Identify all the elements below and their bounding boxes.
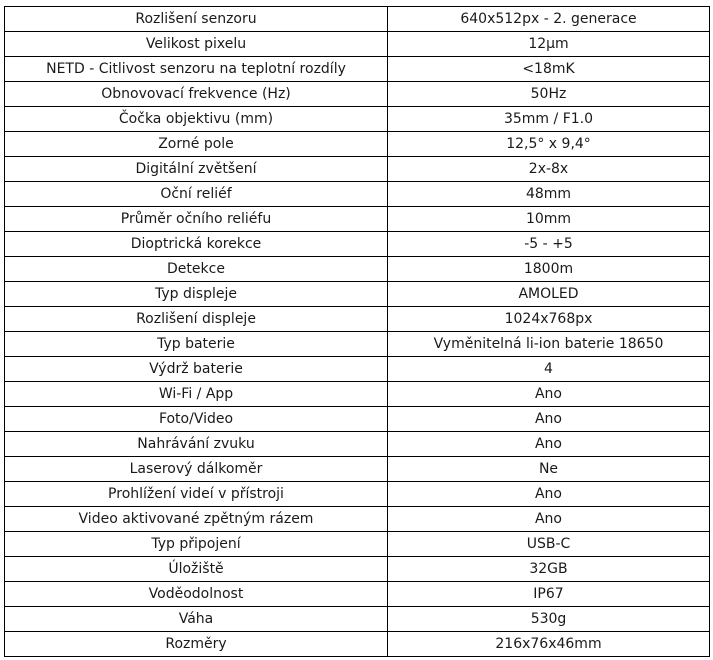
- spec-label: Prohlížení videí v přístroji: [5, 482, 388, 507]
- table-row: [5, 432, 710, 457]
- spec-value: 2x-8x: [388, 157, 710, 182]
- spec-label: Nahrávání zvuku: [5, 432, 388, 457]
- table-row: [5, 532, 710, 557]
- spec-value: Ne: [388, 457, 710, 482]
- spec-label: Rozměry: [5, 632, 388, 657]
- table-row: [5, 357, 710, 382]
- table-row: [5, 557, 710, 582]
- table-row: [5, 607, 710, 632]
- spec-value: Ano: [388, 482, 710, 507]
- spec-value: 10mm: [388, 207, 710, 232]
- table-row: [5, 457, 710, 482]
- spec-value: USB-C: [388, 532, 710, 557]
- spec-value: <18mK: [388, 57, 710, 82]
- spec-label: Foto/Video: [5, 407, 388, 432]
- spec-value: 12,5° x 9,4°: [388, 132, 710, 157]
- spec-value: AMOLED: [388, 282, 710, 307]
- spec-value: 32GB: [388, 557, 710, 582]
- spec-label: Typ displeje: [5, 282, 388, 307]
- spec-label: Rozlišení displeje: [5, 307, 388, 332]
- table-row: [5, 182, 710, 207]
- table-row: [5, 157, 710, 182]
- spec-value: Ano: [388, 407, 710, 432]
- spec-table-body: [5, 7, 710, 657]
- table-row: [5, 582, 710, 607]
- table-row: [5, 132, 710, 157]
- table-row: [5, 207, 710, 232]
- table-row: [5, 232, 710, 257]
- table-row: [5, 282, 710, 307]
- table-row: [5, 307, 710, 332]
- spec-label: Obnovovací frekvence (Hz): [5, 82, 388, 107]
- spec-value: 216x76x46mm: [388, 632, 710, 657]
- spec-label: Čočka objektivu (mm): [5, 107, 388, 132]
- spec-label: Velikost pixelu: [5, 32, 388, 57]
- spec-value: Ano: [388, 507, 710, 532]
- table-row: [5, 57, 710, 82]
- spec-label: Průměr očního reliéfu: [5, 207, 388, 232]
- spec-label: Výdrž baterie: [5, 357, 388, 382]
- table-row: [5, 382, 710, 407]
- table-row: [5, 632, 710, 657]
- spec-label: Úložiště: [5, 557, 388, 582]
- spec-label: Digitální zvětšení: [5, 157, 388, 182]
- spec-value: 1024x768px: [388, 307, 710, 332]
- spec-value: Ano: [388, 382, 710, 407]
- table-row: [5, 82, 710, 107]
- spec-label: Typ baterie: [5, 332, 388, 357]
- table-row: [5, 507, 710, 532]
- table-row: [5, 332, 710, 357]
- spec-value: IP67: [388, 582, 710, 607]
- spec-value: 35mm / F1.0: [388, 107, 710, 132]
- table-row: [5, 7, 710, 32]
- table-row: [5, 407, 710, 432]
- spec-value: 48mm: [388, 182, 710, 207]
- table-row: [5, 32, 710, 57]
- table-row: [5, 107, 710, 132]
- spec-value: 530g: [388, 607, 710, 632]
- table-row: [5, 482, 710, 507]
- spec-table: [4, 6, 710, 657]
- spec-value: 1800m: [388, 257, 710, 282]
- spec-value: 50Hz: [388, 82, 710, 107]
- spec-value: 640x512px - 2. generace: [388, 7, 710, 32]
- table-row: [5, 257, 710, 282]
- spec-label: Váha: [5, 607, 388, 632]
- spec-value: Ano: [388, 432, 710, 457]
- spec-value: 4: [388, 357, 710, 382]
- spec-label: Video aktivované zpětným rázem: [5, 507, 388, 532]
- spec-label: Dioptrická korekce: [5, 232, 388, 257]
- spec-label: NETD - Citlivost senzoru na teplotní rozdíly: [5, 57, 388, 82]
- spec-label: Laserový dálkoměr: [5, 457, 388, 482]
- spec-label: Detekce: [5, 257, 388, 282]
- spec-label: Voděodolnost: [5, 582, 388, 607]
- spec-value: 12μm: [388, 32, 710, 57]
- spec-value: -5 - +5: [388, 232, 710, 257]
- spec-value: Vyměnitelná li-ion baterie 18650: [388, 332, 710, 357]
- spec-label: Typ připojení: [5, 532, 388, 557]
- spec-label: Oční reliéf: [5, 182, 388, 207]
- spec-label: Zorné pole: [5, 132, 388, 157]
- spec-label: Wi-Fi / App: [5, 382, 388, 407]
- spec-label: Rozlišení senzoru: [5, 7, 388, 32]
